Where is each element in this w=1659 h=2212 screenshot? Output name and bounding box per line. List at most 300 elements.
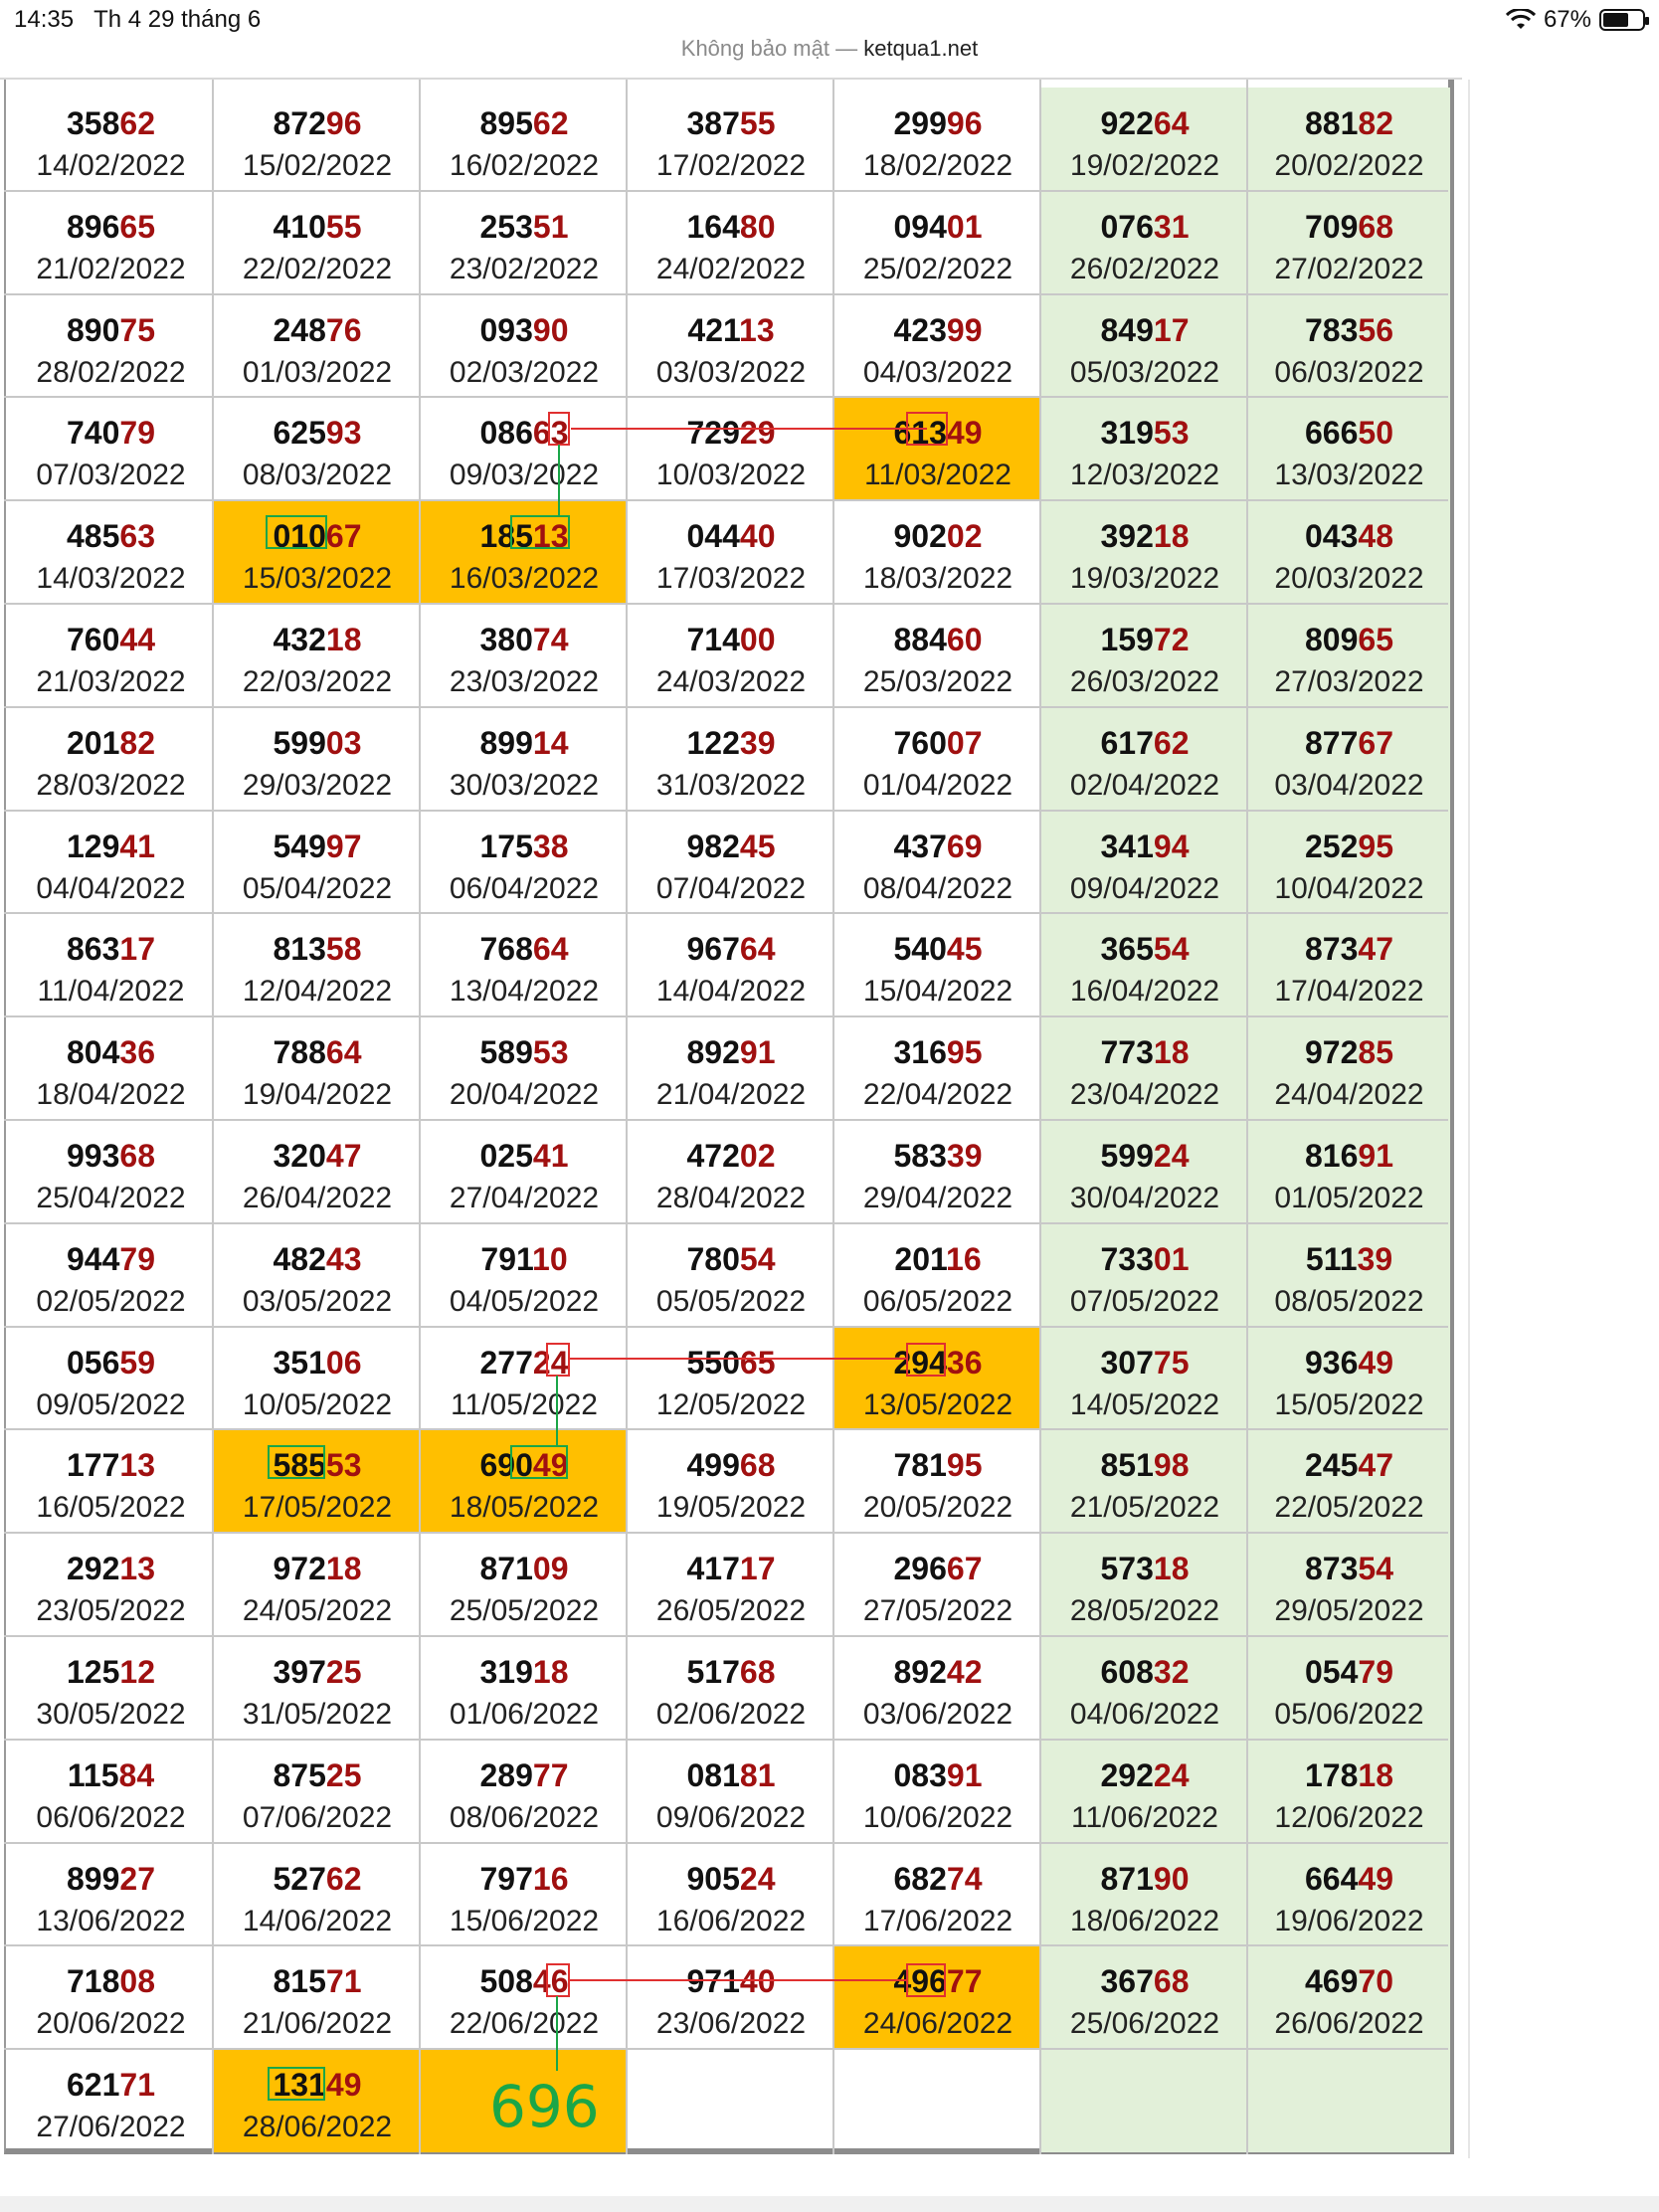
result-cell [1041, 1636, 1248, 1740]
result-cell [834, 1945, 1041, 2049]
result-cell [834, 707, 1041, 811]
result-cell [421, 1945, 628, 2049]
result-number: 87767 [1305, 724, 1393, 761]
result-cell [421, 294, 628, 398]
result-cell [214, 1120, 421, 1223]
result-date: 11/03/2022 [864, 459, 1012, 492]
result-date: 28/05/2022 [1069, 1594, 1220, 1628]
result-cell [834, 191, 1041, 294]
result-number: 48243 [273, 1240, 362, 1277]
result-cell [1041, 88, 1248, 191]
result-date: 11/06/2022 [1071, 1800, 1218, 1834]
result-number: 76044 [67, 622, 155, 657]
result-date: 08/03/2022 [242, 459, 393, 492]
result-cell [628, 1327, 834, 1430]
result-cell [421, 707, 628, 811]
result-date: 25/04/2022 [36, 1182, 186, 1214]
result-date: 10/04/2022 [1274, 871, 1424, 905]
row-divider [4, 2048, 1448, 2050]
result-number: 08181 [686, 1756, 776, 1793]
result-cell [1248, 707, 1450, 811]
result-date: 20/06/2022 [36, 2007, 186, 2041]
result-number: 31953 [1100, 415, 1190, 452]
result-number: 59903 [273, 724, 362, 761]
result-cell [834, 1636, 1041, 1740]
result-date: 21/03/2022 [36, 665, 186, 698]
result-date: 29/05/2022 [1274, 1594, 1424, 1628]
result-date: 13/04/2022 [449, 975, 600, 1009]
result-cell [8, 913, 214, 1016]
result-cell [421, 88, 628, 191]
result-number: 73301 [1100, 1240, 1190, 1277]
result-number: 62593 [273, 415, 362, 452]
result-number: 07631 [1100, 208, 1190, 245]
wifi-icon [1506, 9, 1536, 31]
result-cell [214, 1636, 421, 1740]
result-number: 41717 [686, 1551, 776, 1587]
result-date: 11/04/2022 [37, 975, 185, 1009]
result-cell [1248, 811, 1450, 914]
result-number: 12239 [686, 724, 776, 761]
result-cell [421, 604, 628, 707]
result-date: 15/02/2022 [242, 149, 393, 182]
result-cell [1041, 1223, 1248, 1327]
result-number: 78054 [686, 1240, 776, 1277]
result-number: 97285 [1305, 1034, 1393, 1071]
result-cell [421, 1740, 628, 1843]
result-date: 28/02/2022 [36, 355, 186, 389]
result-number: 90202 [893, 518, 983, 555]
result-cell [628, 1223, 834, 1327]
result-number: 24876 [273, 311, 362, 348]
result-cell [421, 1429, 628, 1533]
result-number: 51139 [1305, 1240, 1393, 1277]
result-date: 17/04/2022 [1274, 975, 1424, 1009]
result-date: 01/06/2022 [449, 1698, 600, 1731]
result-cell [8, 1843, 214, 1946]
result-date: 19/06/2022 [1274, 1904, 1424, 1937]
result-date: 17/02/2022 [655, 149, 807, 182]
result-cell [1041, 500, 1248, 604]
result-cell [1041, 811, 1248, 914]
result-cell [628, 500, 834, 604]
result-date: 02/05/2022 [36, 1284, 186, 1318]
result-number: 98245 [686, 828, 776, 864]
result-number: 29436 [893, 1344, 983, 1381]
result-cell [421, 1016, 628, 1120]
result-date: 14/05/2022 [1069, 1387, 1220, 1421]
result-number: 50846 [479, 1963, 569, 2000]
result-number: 39218 [1100, 518, 1190, 555]
result-date: 16/04/2022 [1069, 975, 1220, 1009]
result-number: 93649 [1305, 1344, 1393, 1381]
result-date: 19/02/2022 [1069, 149, 1220, 182]
result-date: 14/02/2022 [36, 149, 186, 182]
row-divider [4, 706, 1448, 708]
result-number: 89914 [479, 724, 569, 761]
result-number: 28977 [479, 1756, 569, 1793]
result-cell [214, 500, 421, 604]
result-date: 13/06/2022 [36, 1904, 186, 1937]
result-number: 81358 [273, 931, 362, 968]
result-cell [421, 397, 628, 500]
result-date: 26/05/2022 [655, 1594, 807, 1628]
result-date: 24/03/2022 [655, 665, 807, 698]
result-cell [8, 1327, 214, 1430]
result-cell [628, 1016, 834, 1120]
result-cell [1041, 397, 1248, 500]
result-date: 07/03/2022 [36, 459, 186, 492]
result-number: 39725 [273, 1654, 362, 1690]
result-cell [1248, 2049, 1450, 2152]
result-date: 22/02/2022 [242, 252, 393, 285]
result-number: 87354 [1305, 1551, 1393, 1587]
result-date: 22/03/2022 [242, 665, 393, 698]
result-cell [421, 1223, 628, 1327]
result-date: 23/03/2022 [449, 665, 600, 698]
result-cell [8, 1636, 214, 1740]
result-cell [1248, 88, 1450, 191]
result-cell [214, 913, 421, 1016]
result-date: 17/06/2022 [862, 1904, 1014, 1937]
result-cell [1248, 294, 1450, 398]
result-date: 22/04/2022 [862, 1078, 1014, 1112]
result-number: 80436 [67, 1034, 155, 1071]
result-date: 06/04/2022 [449, 871, 600, 905]
result-cell [8, 1533, 214, 1636]
result-cell [1041, 1120, 1248, 1223]
result-number: 20116 [894, 1240, 982, 1277]
result-cell [214, 604, 421, 707]
result-number: 88182 [1305, 105, 1393, 141]
result-cell [1041, 1843, 1248, 1946]
result-cell [8, 294, 214, 398]
result-date: 30/04/2022 [1069, 1182, 1220, 1214]
result-number: 66449 [1305, 1860, 1393, 1897]
result-number: 88460 [893, 622, 983, 657]
result-cell [834, 811, 1041, 914]
result-date: 12/03/2022 [1069, 459, 1220, 492]
result-number: 99368 [67, 1138, 155, 1174]
result-number: 62171 [67, 2067, 155, 2104]
result-number: 87109 [479, 1551, 569, 1587]
result-number: 54045 [893, 931, 983, 968]
result-number: 58553 [273, 1447, 362, 1484]
result-date: 14/04/2022 [655, 975, 807, 1009]
result-cell [8, 397, 214, 500]
result-number: 60832 [1100, 1654, 1190, 1690]
result-number: 49968 [686, 1447, 776, 1484]
result-date: 10/06/2022 [862, 1800, 1014, 1834]
result-number: 84917 [1100, 311, 1190, 348]
result-number: 68274 [893, 1860, 983, 1897]
result-cell [834, 500, 1041, 604]
result-number: 51768 [686, 1654, 776, 1690]
result-cell [834, 1120, 1041, 1223]
result-cell [214, 1327, 421, 1430]
result-date: 23/02/2022 [449, 252, 600, 285]
result-number: 52762 [273, 1860, 362, 1897]
result-date: 07/04/2022 [655, 871, 807, 905]
result-cell [834, 1429, 1041, 1533]
handwritten-note: 696 [489, 2073, 600, 2140]
result-number: 79716 [479, 1860, 569, 1897]
result-date: 05/03/2022 [1069, 355, 1220, 389]
result-number: 29224 [1100, 1756, 1190, 1793]
result-cell [834, 88, 1041, 191]
result-number: 43218 [273, 622, 362, 657]
result-number: 76864 [479, 931, 569, 968]
result-cell [1248, 1429, 1450, 1533]
result-cell [8, 1945, 214, 2049]
result-cell [8, 500, 214, 604]
result-number: 89562 [479, 105, 569, 141]
result-number: 27724 [479, 1344, 569, 1381]
result-number: 87525 [273, 1756, 362, 1793]
result-number: 41055 [273, 208, 362, 245]
result-date: 14/06/2022 [242, 1904, 393, 1937]
result-number: 70968 [1305, 208, 1393, 245]
result-cell [834, 397, 1041, 500]
result-number: 20182 [67, 724, 155, 761]
result-date: 22/06/2022 [449, 2007, 600, 2041]
address-bar[interactable] [0, 36, 1659, 76]
result-cell [1248, 604, 1450, 707]
result-cell [421, 500, 628, 604]
result-cell [8, 88, 214, 191]
result-cell [421, 1636, 628, 1740]
page-edge [1468, 80, 1470, 2158]
result-number: 79110 [480, 1240, 568, 1277]
row-divider [4, 810, 1448, 812]
result-number: 13149 [273, 2067, 362, 2104]
result-cell [834, 1843, 1041, 1946]
result-date: 16/02/2022 [449, 149, 600, 182]
result-cell [834, 2049, 1041, 2152]
result-date: 01/04/2022 [862, 768, 1014, 802]
result-number: 78195 [893, 1447, 983, 1484]
result-cell [628, 1740, 834, 1843]
row-divider [4, 293, 1448, 295]
result-number: 08391 [893, 1756, 983, 1793]
result-cell [1041, 294, 1248, 398]
result-date: 23/06/2022 [655, 2007, 807, 2041]
result-cell [834, 1016, 1041, 1120]
result-date: 30/05/2022 [36, 1698, 186, 1731]
result-number: 17818 [1305, 1756, 1393, 1793]
result-date: 14/03/2022 [36, 562, 186, 596]
result-cell [834, 604, 1041, 707]
result-cell [1248, 1636, 1450, 1740]
result-cell [214, 707, 421, 811]
result-date: 20/05/2022 [862, 1491, 1014, 1525]
result-number: 12512 [67, 1654, 155, 1690]
result-number: 17538 [479, 828, 569, 864]
result-date: 22/05/2022 [1274, 1491, 1424, 1525]
result-cell [1041, 1429, 1248, 1533]
result-date: 23/04/2022 [1069, 1078, 1220, 1112]
result-number: 02541 [479, 1138, 569, 1174]
status-indicators [1506, 6, 1645, 34]
result-date: 05/05/2022 [655, 1284, 807, 1318]
battery-icon [1599, 9, 1645, 31]
row-divider [4, 1428, 1448, 1430]
result-number: 86317 [67, 931, 155, 968]
result-date: 09/06/2022 [655, 1800, 807, 1834]
result-date: 13/03/2022 [1274, 459, 1424, 492]
result-cell [628, 1429, 834, 1533]
result-number: 61349 [893, 415, 983, 452]
result-cell [214, 1016, 421, 1120]
row-divider [4, 396, 1448, 398]
result-number: 55065 [686, 1344, 776, 1381]
result-date: 21/04/2022 [655, 1078, 807, 1112]
result-number: 16480 [686, 208, 776, 245]
result-number: 81691 [1305, 1138, 1393, 1174]
result-number: 08663 [479, 415, 569, 452]
result-cell [214, 1429, 421, 1533]
result-number: 87347 [1305, 931, 1393, 968]
result-cell [834, 294, 1041, 398]
result-number: 36554 [1100, 931, 1190, 968]
status-date: Th 4 29 tháng 6 [93, 6, 262, 33]
result-cell [1248, 1223, 1450, 1327]
result-cell [8, 811, 214, 914]
result-cell [1248, 1120, 1450, 1223]
result-cell [421, 1533, 628, 1636]
result-number: 78356 [1305, 311, 1393, 348]
result-number: 01067 [273, 518, 362, 555]
result-number: 77318 [1100, 1034, 1190, 1071]
result-cell [628, 397, 834, 500]
result-cell [1041, 1016, 1248, 1120]
result-date: 02/03/2022 [449, 355, 600, 389]
result-cell [628, 604, 834, 707]
result-number: 96764 [686, 931, 776, 968]
result-number: 04440 [686, 518, 776, 555]
row-divider [4, 1119, 1448, 1121]
result-number: 04348 [1305, 518, 1393, 555]
result-date: 17/03/2022 [655, 562, 807, 596]
result-cell [834, 913, 1041, 1016]
result-cell [628, 1120, 834, 1223]
result-date: 09/04/2022 [1069, 871, 1220, 905]
result-date: 04/04/2022 [36, 871, 186, 905]
result-number: 71808 [67, 1963, 155, 2000]
result-cell [628, 913, 834, 1016]
bottom-bar [0, 2196, 1659, 2212]
result-date: 13/05/2022 [862, 1387, 1014, 1421]
result-date: 08/06/2022 [449, 1800, 600, 1834]
result-number: 09390 [479, 311, 569, 348]
result-number: 59924 [1100, 1138, 1190, 1174]
row-divider [4, 1635, 1448, 1637]
result-number: 25351 [479, 208, 569, 245]
result-cell [1248, 191, 1450, 294]
row-divider [4, 1326, 1448, 1328]
result-date: 21/02/2022 [36, 252, 186, 285]
result-date: 25/06/2022 [1069, 2007, 1220, 2041]
result-cell [421, 191, 628, 294]
result-number: 31918 [479, 1654, 569, 1690]
result-number: 05659 [67, 1344, 155, 1381]
result-cell [1248, 1327, 1450, 1430]
result-cell [1041, 1740, 1248, 1843]
result-date: 18/05/2022 [449, 1491, 600, 1525]
result-number: 90524 [686, 1860, 776, 1897]
result-date: 27/04/2022 [449, 1182, 600, 1214]
result-cell [628, 1533, 834, 1636]
result-cell [421, 1120, 628, 1223]
result-number: 89075 [67, 311, 155, 348]
result-date: 05/04/2022 [242, 871, 393, 905]
result-date: 09/03/2022 [449, 459, 600, 492]
result-number: 43769 [893, 828, 983, 864]
result-date: 25/02/2022 [862, 252, 1014, 285]
result-date: 27/05/2022 [862, 1594, 1014, 1628]
result-date: 18/04/2022 [36, 1078, 186, 1112]
result-date: 04/05/2022 [449, 1284, 600, 1318]
result-cell [214, 1843, 421, 1946]
result-number: 97140 [686, 1963, 776, 2000]
result-date: 01/03/2022 [242, 355, 393, 389]
result-cell [421, 913, 628, 1016]
result-cell [1041, 1945, 1248, 2049]
result-date: 12/05/2022 [655, 1387, 807, 1421]
result-cell [1248, 500, 1450, 604]
result-date: 26/06/2022 [1274, 2007, 1424, 2041]
result-number: 31695 [893, 1034, 983, 1071]
result-cell [1248, 913, 1450, 1016]
result-date: 08/04/2022 [862, 871, 1014, 905]
result-date: 15/04/2022 [862, 975, 1014, 1009]
result-number: 54997 [273, 828, 362, 864]
result-date: 10/05/2022 [242, 1387, 393, 1421]
result-number: 42399 [893, 311, 983, 348]
result-cell [628, 294, 834, 398]
result-number: 58339 [893, 1138, 983, 1174]
result-number: 89665 [67, 208, 155, 245]
result-cell [834, 1223, 1041, 1327]
result-number: 47202 [686, 1138, 776, 1174]
result-cell [421, 1843, 628, 1946]
result-date: 06/06/2022 [36, 1800, 186, 1834]
result-cell [628, 1636, 834, 1740]
result-date: 01/05/2022 [1274, 1182, 1424, 1214]
result-date: 27/02/2022 [1274, 252, 1424, 285]
result-number: 72929 [686, 415, 776, 452]
result-date: 02/04/2022 [1069, 768, 1220, 802]
result-cell [214, 397, 421, 500]
row-divider [4, 603, 1448, 605]
row-divider [4, 499, 1448, 501]
result-date: 31/05/2022 [242, 1698, 393, 1731]
result-cell [8, 1223, 214, 1327]
result-date: 20/04/2022 [449, 1078, 600, 1112]
row-divider [4, 1015, 1448, 1017]
result-number: 24547 [1305, 1447, 1393, 1484]
result-date: 17/05/2022 [242, 1491, 393, 1525]
result-date: 27/03/2022 [1274, 665, 1424, 698]
result-number: 48563 [67, 518, 155, 555]
result-date: 03/05/2022 [242, 1284, 393, 1318]
result-date: 02/06/2022 [655, 1698, 807, 1731]
result-date: 18/06/2022 [1069, 1904, 1220, 1937]
result-date: 03/03/2022 [655, 355, 807, 389]
result-date: 04/03/2022 [862, 355, 1014, 389]
result-date: 03/04/2022 [1274, 768, 1424, 802]
result-date: 06/05/2022 [862, 1284, 1014, 1318]
